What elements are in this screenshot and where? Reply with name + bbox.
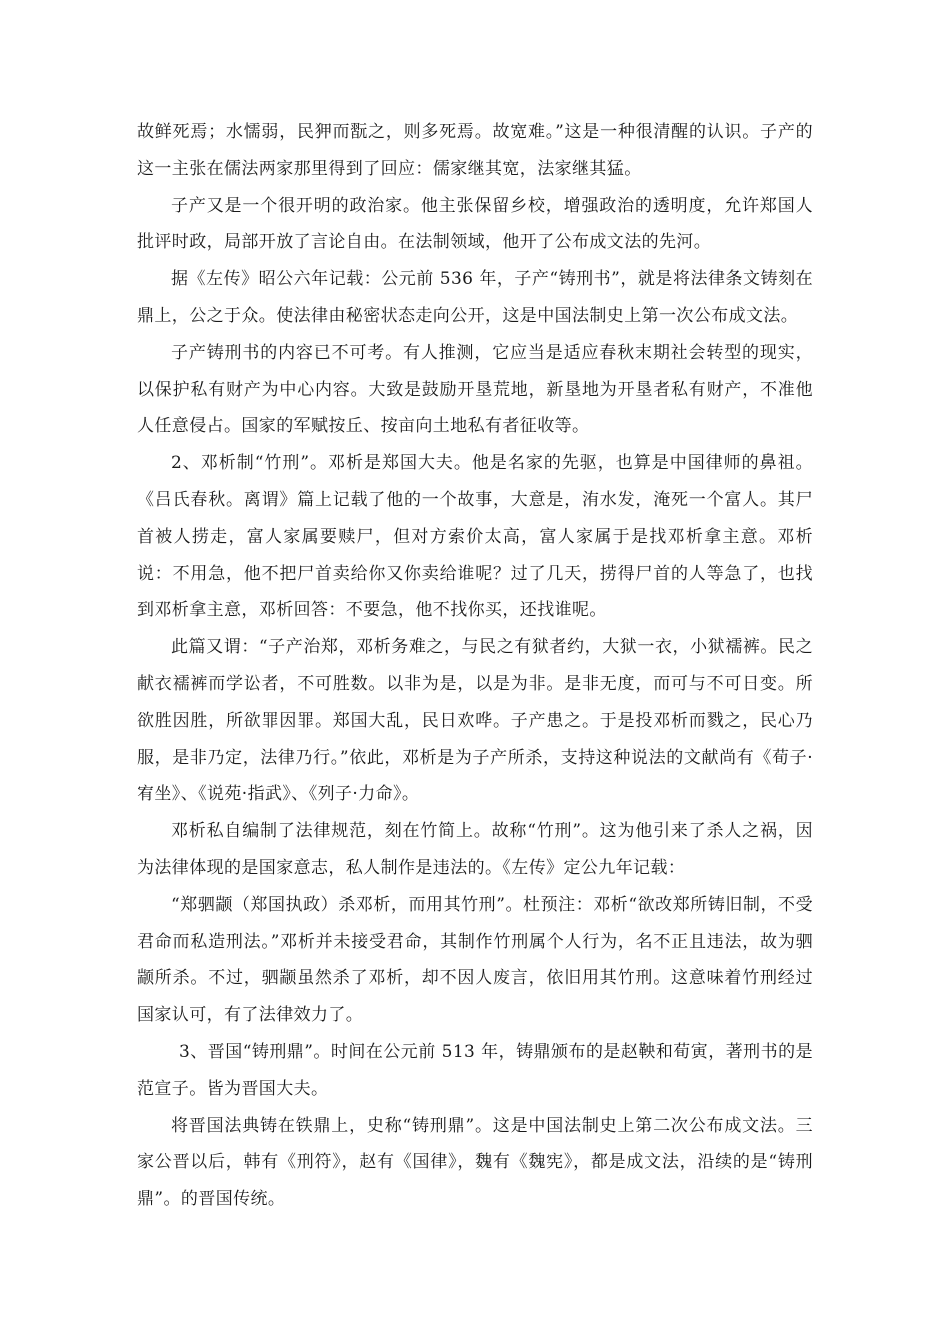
paragraph-7: 邓析私自编制了法律规范，刻在竹简上。故称“竹刑”。这为他引来了杀人之祸，因为法律体现的是国家意志，私人制作是违法的。《左传》定公九年记载： xyxy=(137,821,813,878)
paragraph-4: 子产铸刑书的内容已不可考。有人推测，它应当是适应春秋末期社会转型的现实，以保护私有财产为中心内容。大致是鼓励开垦荒地，新垦地为开垦者私有财产，不准他人任意侵占。国家的军赋按丘、按亩向土地私有者征收等。 xyxy=(137,342,813,437)
paragraph-2: 子产又是一个很开明的政治家。他主张保留乡校，增强政治的透明度，允许郑国人批评时政，局部开放了言论自由。在法制领域，他开了公布成文法的先河。 xyxy=(137,195,813,253)
paragraph-10: 将晋国法典铸在铁鼎上，史称“铸刑鼎”。这是中国法制史上第二次公布成文法。三家公晋以后，韩有《刑符》，赵有《国律》，魏有《魏宪》，都是成文法，沿续的是“铸刑鼎”。的晋国传统。 xyxy=(137,1115,813,1210)
paragraph-5: 2、邓析制“竹刑”。邓析是郑国大夫。他是名家的先驱，也算是中国律师的鼻祖。《吕氏春秋。离谓》篇上记载了他的一个故事，大意是，洧水发，淹死一个富人。其尸首被人捞走，富人家属要赎尸，但对方索价太高，富人家属于是找邓析拿主意。邓析说：不用急，他不把尸首卖给你又你卖给谁呢？过了几天，捞得尸首的人等急了，也找到邓析拿主意，邓析回答：不要急，他不找你买，还找谁呢。 xyxy=(137,453,813,621)
document-body xyxy=(137,114,813,1218)
paragraph-8: “郑驷颛（郑国执政）杀邓析，而用其竹刑”。杜预注：邓析“欲改郑所铸旧制，不受君命而私造刑法。”邓析并未接受君命，其制作竹刑属个人行为，名不正且违法，故为驷颛所杀。不过，驷颛虽然杀了邓析，却不因人废言，依旧用其竹刑。这意味着竹刑经过国家认可，有了法律效力了。 xyxy=(137,894,813,1026)
paragraph-9: 3、晋国“铸刑鼎”。时间在公元前 513 年，铸鼎颁布的是赵鞅和荀寅，著刑书的是范宣子。皆为晋国大夫。 xyxy=(137,1041,813,1099)
paragraph-6: 此篇又谓：“子产治郑，邓析务难之，与民之有狱者约，大狱一衣，小狱襦裤。民之献衣襦裤而学讼者，不可胜数。以非为是，以是为非。是非无度，而可与不可日变。所欲胜因胜，所欲罪因罪。郑国大乱，民日欢哗。子产患之。于是投邓析而戮之，民心乃服，是非乃定，法律乃行。”依此，邓析是为子产所杀，支持这种说法的文献尚有《荀子·宥坐》、《说苑·指武》、《列子·力命》。 xyxy=(137,637,813,805)
paragraph-1: 故鲜死焉；水懦弱，民狎而翫之，则多死焉。故宽难。”这是一种很清醒的认识。子产的这一主张在儒法两家那里得到了回应：儒家继其宽，法家继其猛。 xyxy=(137,122,813,179)
paragraph-3: 据《左传》昭公六年记载：公元前 536 年，子产“铸刑书”，就是将法律条文铸刻在鼎上，公之于众。使法律由秘密状态走向公开，这是中国法制史上第一次公布成文法。 xyxy=(137,269,813,326)
